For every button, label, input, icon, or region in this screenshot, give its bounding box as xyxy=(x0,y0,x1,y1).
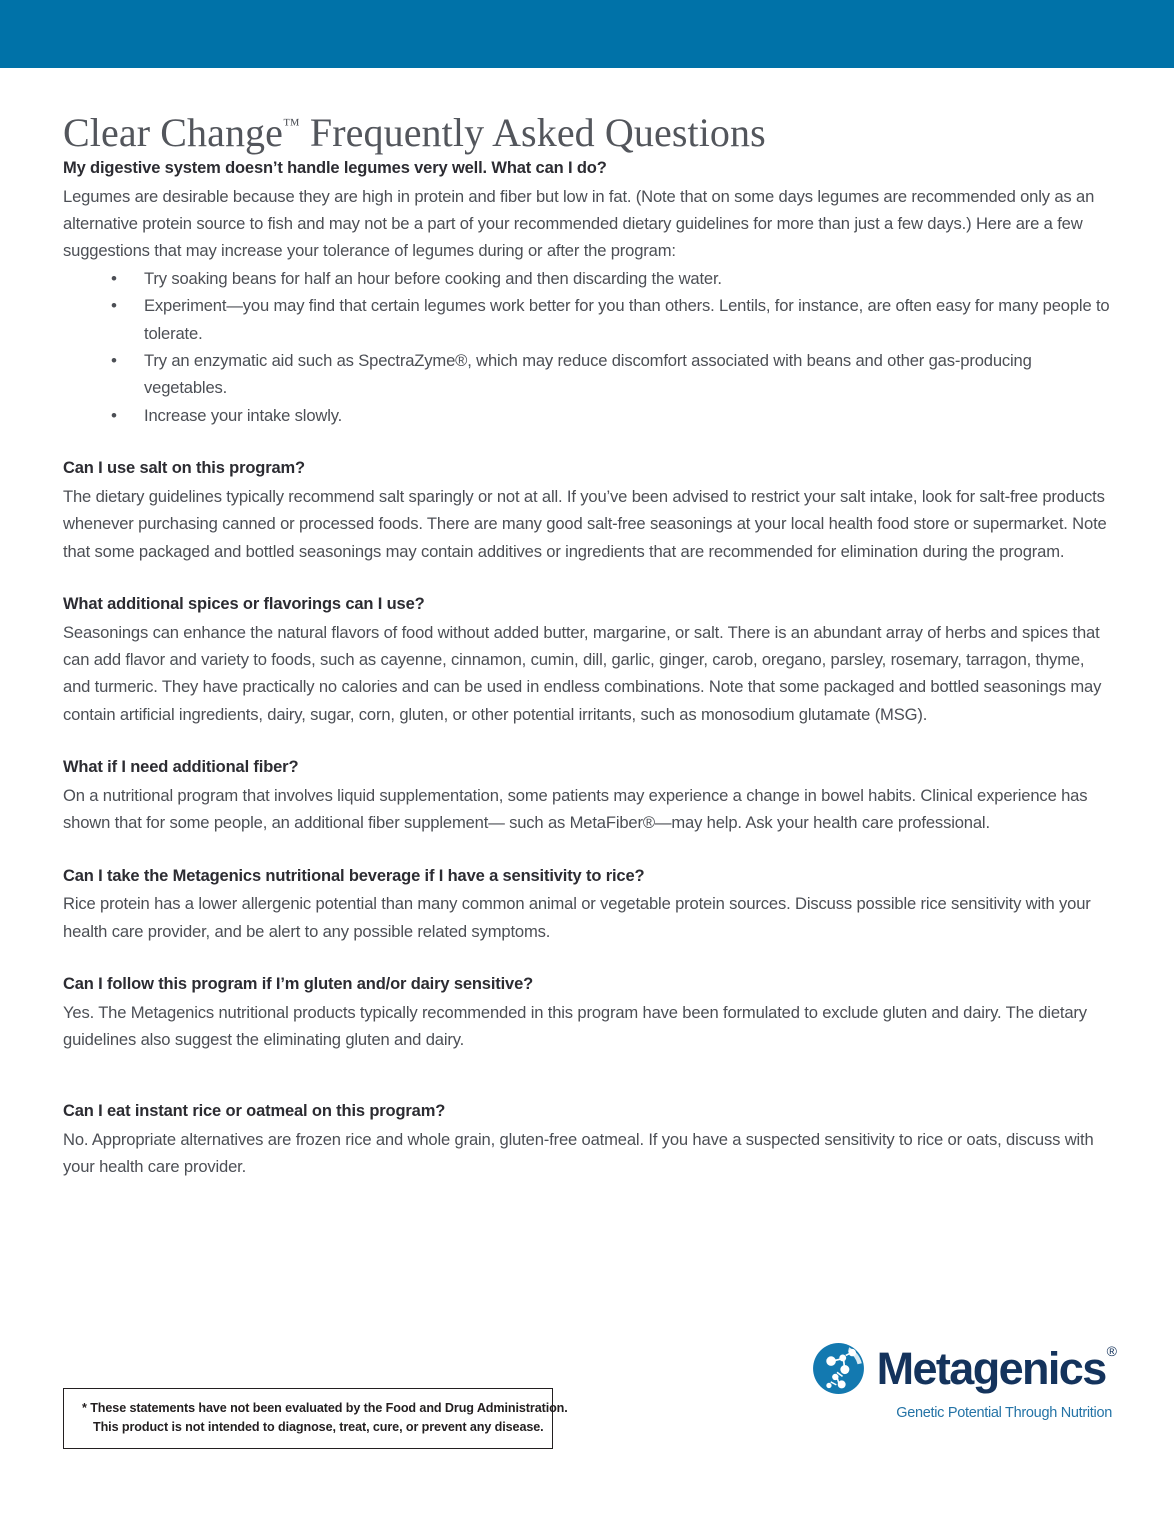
faq-item xyxy=(0,456,1174,565)
faq-item xyxy=(0,592,1174,728)
faq-question: Can I take the Metagenics nutritional beverage if I have a sensitivity to rice? xyxy=(63,866,645,885)
section-spacer xyxy=(0,1080,1174,1099)
trademark-symbol: ™ xyxy=(283,114,300,134)
faq-answer: On a nutritional program that involves liquid supplementation, some patients may experience a change in bowel habits. Clinical experience has shown that for some people, an additional fiber supplement— such as MetaFiber®—may help. Ask your health care professional. xyxy=(63,785,1088,833)
list-item-label: Experiment—you may find that certain legumes work better for you than others. Lentils, for instance, are often easy for many people to tolerate. xyxy=(144,296,1110,343)
metagenics-molecule-icon xyxy=(812,1342,865,1395)
faq-answer: Legumes are desirable because they are high in protein and fiber but low in fat. (Note that on some days legumes are recommended only as an alternative protein source to fish and may not be a part of your recommended dietary guidelines for more than just a few days.) Here are a few suggestions that may increase your tolerance of legumes during or after the program: xyxy=(63,186,1095,261)
page-title-main: Clear Change xyxy=(63,110,284,155)
list-item-label: Increase your intake slowly. xyxy=(144,405,343,425)
bullet-icon: • xyxy=(111,296,117,316)
list-item xyxy=(111,265,1114,292)
document-content xyxy=(0,68,1174,1208)
faq-item xyxy=(0,1099,1174,1180)
faq-answer: No. Appropriate alternatives are frozen rice and whole grain, gluten-free oatmeal. If you have a suspected sensitivity to rice or oats, discuss with your health care provider. xyxy=(63,1129,1094,1177)
bullet-icon: • xyxy=(111,268,117,288)
document-footer xyxy=(0,1320,1174,1520)
faq-answer: Rice protein has a lower allergenic potential than many common animal or vegetable protein sources. Discuss possible rice sensitivity with your health care provider, and be alert to any possible related symptoms. xyxy=(63,894,1091,941)
page-title xyxy=(0,68,1174,156)
list-item xyxy=(111,402,1114,429)
faq-question: Can I use salt on this program? xyxy=(63,459,305,478)
faq-question: Can I follow this program if I’m gluten and/or dairy sensitive? xyxy=(63,974,534,993)
faq-question: What additional spices or flavorings can I use? xyxy=(63,595,425,613)
bullet-icon: • xyxy=(111,405,117,425)
faq-answer: The dietary guidelines typically recommend salt sparingly or not at all. If you’ve been advised to restrict your salt intake, look for salt-free products whenever purchasing canned or processed foods. There are many good salt-free seasonings at your local health food store or supermarket. Note that some packaged and bottled seasonings may contain additives or ingredients that are recommended for elimination during the program. xyxy=(63,486,1107,561)
header-bar xyxy=(0,0,1174,68)
faq-question: Can I eat instant rice or oatmeal on this program? xyxy=(63,1102,446,1121)
logo-name: Metagenics xyxy=(876,1343,1106,1394)
faq-list xyxy=(0,156,1174,1181)
faq-question: My digestive system doesn’t handle legumes very well. What can I do? xyxy=(63,159,607,177)
list-item-label: Try soaking beans for half an hour before cooking and then discarding the water. xyxy=(144,268,722,288)
faq-question: What if I need additional fiber? xyxy=(63,758,299,777)
bullet-icon: • xyxy=(111,351,117,370)
disclaimer-line-2: This product is not intended to diagnose, treat, cure, or prevent any disease. xyxy=(93,1420,544,1434)
page-title-rest: Frequently Asked Questions xyxy=(299,110,766,155)
faq-item xyxy=(0,864,1174,945)
faq-item xyxy=(0,156,1174,429)
faq-item xyxy=(0,755,1174,836)
list-item xyxy=(111,347,1114,402)
disclaimer-line-1: * These statements have not been evaluated by the Food and Drug Administration. xyxy=(82,1401,568,1415)
metagenics-logo xyxy=(796,1342,1116,1421)
registered-symbol: ® xyxy=(1106,1343,1117,1359)
faq-answer: Seasonings can enhance the natural flavors of food without added butter, margarine, or salt. There is an abundant array of herbs and spices that can add flavor and variety to foods, such as cayenne, cinnamon, cumin, dill, garlic, ginger, carob, oregano, parsley, rosemary, tarragon, thyme, and turmeric. They have practically no calories and can be used in endless combinations. Note that some packaged and bottled seasonings may contain artificial ingredients, dairy, sugar, corn, gluten, or other potential irritants, such as monosodium glutamate (MSG). xyxy=(63,622,1102,724)
faq-item xyxy=(0,972,1174,1053)
list-item-label: Try an enzymatic aid such as SpectraZyme®, which may reduce discomfort associated with beans and other gas-producing vegetables. xyxy=(144,351,1032,398)
logo-tagline: Genetic Potential Through Nutrition xyxy=(896,1405,1112,1421)
disclaimer-box xyxy=(63,1388,568,1449)
list-item xyxy=(111,292,1114,347)
faq-answer: Yes. The Metagenics nutritional products typically recommended in this program have been formulated to exclude gluten and dairy. The dietary guidelines also suggest the eliminating gluten and dairy. xyxy=(63,1002,1087,1049)
logo-wordmark xyxy=(876,1343,1117,1394)
logo-row xyxy=(796,1342,1116,1395)
faq-bullet-list xyxy=(63,265,1114,429)
